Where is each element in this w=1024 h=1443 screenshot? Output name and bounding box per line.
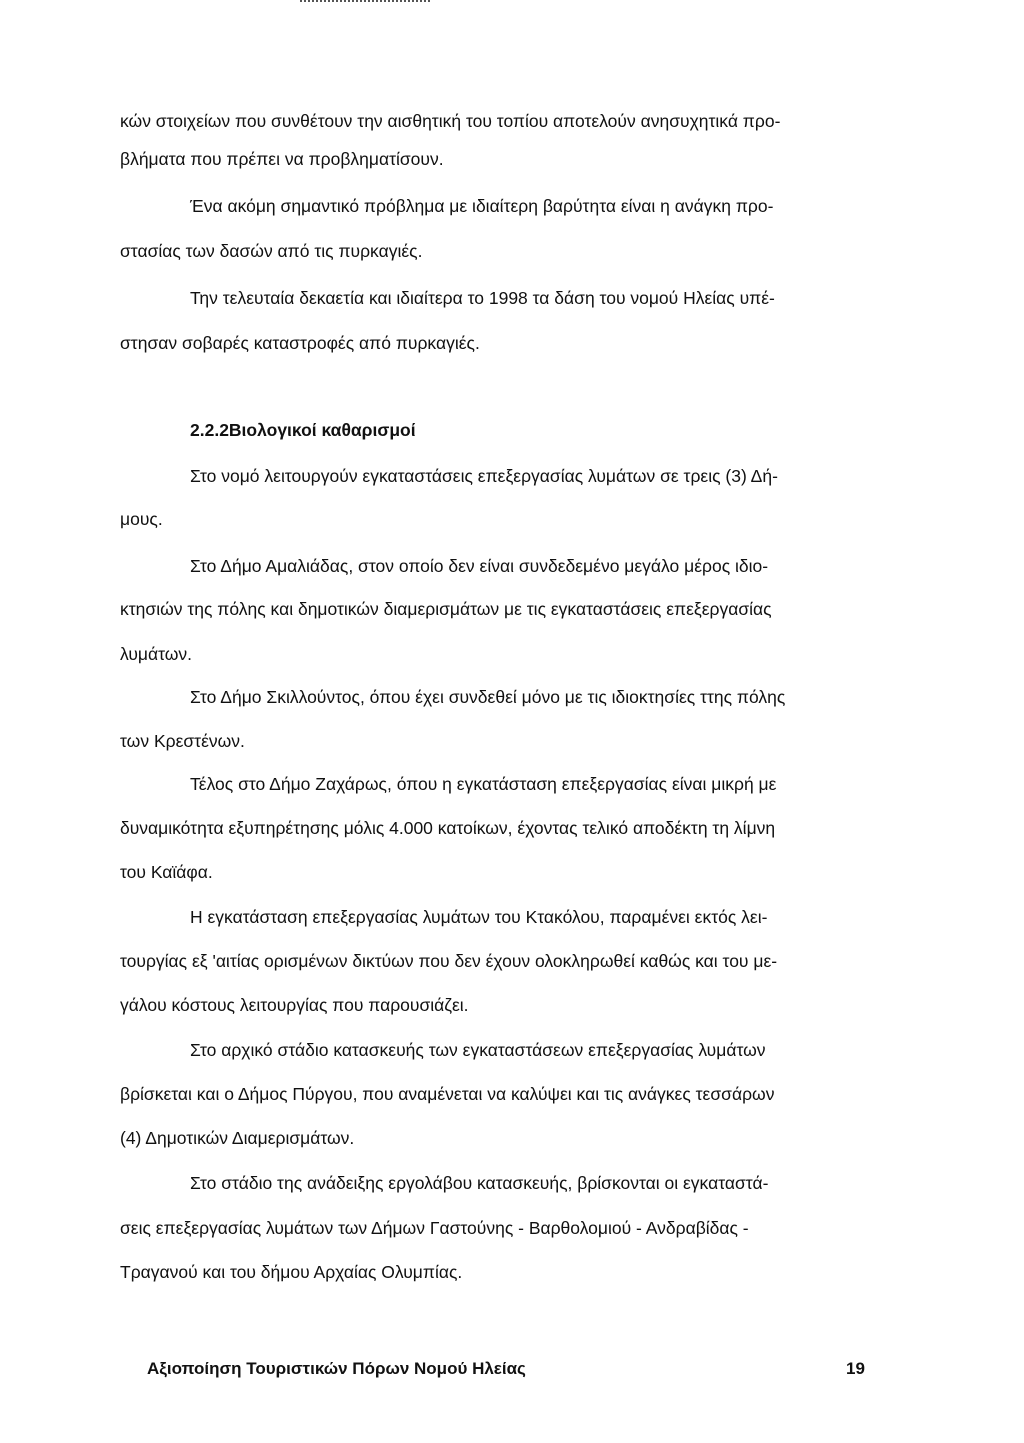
- footer-title: Αξιοποίηση Τουριστικών Πόρων Νομού Ηλείας: [147, 1359, 526, 1378]
- body-line: βλήματα που πρέπει να προβληματίσουν.: [120, 149, 444, 169]
- scan-edge-artifact: [300, 0, 430, 6]
- body-line: δυναμικότητα εξυπηρέτησης μόλις 4.000 κατοίκων, έχοντας τελικό αποδέκτη τη λίμνη: [120, 818, 776, 838]
- body-line: των Κρεστένων.: [120, 731, 245, 751]
- page-number: 19: [846, 1359, 865, 1378]
- body-line: κτησιών της πόλης και δημοτικών διαμερισμάτων με τις εγκαταστάσεις επεξεργασίας: [120, 599, 772, 619]
- body-line: τουργίας εξ 'αιτίας ορισμένων δικτύων που δεν έχουν ολοκληρωθεί καθώς και του με-: [120, 951, 778, 971]
- body-line: του Καϊάφα.: [120, 862, 213, 882]
- body-line: μους.: [120, 509, 163, 529]
- body-line: Στο Δήμο Αμαλιάδας, στον οποίο δεν είναι συνδεδεμένο μεγάλο μέρος ιδιο-: [190, 556, 769, 576]
- body-line: Ένα ακόμη σημαντικό πρόβλημα με ιδιαίτερη βαρύτητα είναι η ανάγκη προ-: [190, 196, 774, 216]
- body-line: Στο στάδιο της ανάδειξης εργολάβου κατασκευής, βρίσκονται οι εγκαταστά-: [190, 1173, 769, 1193]
- body-line: λυμάτων.: [120, 644, 193, 664]
- body-line: Την τελευταία δεκαετία και ιδιαίτερα το 1998 τα δάση του νομού Ηλείας υπέ-: [190, 288, 775, 308]
- body-line: Στο νομό λειτουργούν εγκαταστάσεις επεξεργασίας λυμάτων σε τρεις (3) Δή-: [190, 466, 778, 486]
- body-line: Στο αρχικό στάδιο κατασκευής των εγκαταστάσεων επεξεργασίας λυμάτων: [190, 1040, 766, 1060]
- body-line: σεις επεξεργασίας λυμάτων των Δήμων Γαστούνης - Βαρθολομιού - Ανδραβίδας -: [120, 1218, 749, 1238]
- body-line: κών στοιχείων που συνθέτουν την αισθητική του τοπίου αποτελούν ανησυχητικά προ-: [120, 111, 781, 131]
- body-line: Στο Δήμο Σκιλλούντος, όπου έχει συνδεθεί μόνο με τις ιδιοκτησίες ττης πόλης: [190, 687, 786, 707]
- body-line: Τέλος στο Δήμο Ζαχάρως, όπου η εγκατάσταση επεξεργασίας είναι μικρή με: [190, 774, 777, 794]
- body-line: στησαν σοβαρές καταστροφές από πυρκαγιές.: [120, 333, 480, 353]
- body-line: Η εγκατάσταση επεξεργασίας λυμάτων του Κτακόλου, παραμένει εκτός λει-: [190, 907, 768, 927]
- body-line: στασίας των δασών από τις πυρκαγιές.: [120, 241, 423, 261]
- body-line: γάλου κόστους λειτουργίας που παρουσιάζει.: [120, 995, 469, 1015]
- body-line: Τραγανού και του δήμου Αρχαίας Ολυμπίας.: [120, 1262, 463, 1282]
- section-heading: 2.2.2Βιολογικοί καθαρισμοί: [190, 420, 416, 440]
- body-line: βρίσκεται και ο Δήμος Πύργου, που αναμένεται να καλύψει και τις ανάγκες τεσσάρων: [120, 1084, 775, 1104]
- body-line: (4) Δημοτικών Διαμερισμάτων.: [120, 1128, 355, 1148]
